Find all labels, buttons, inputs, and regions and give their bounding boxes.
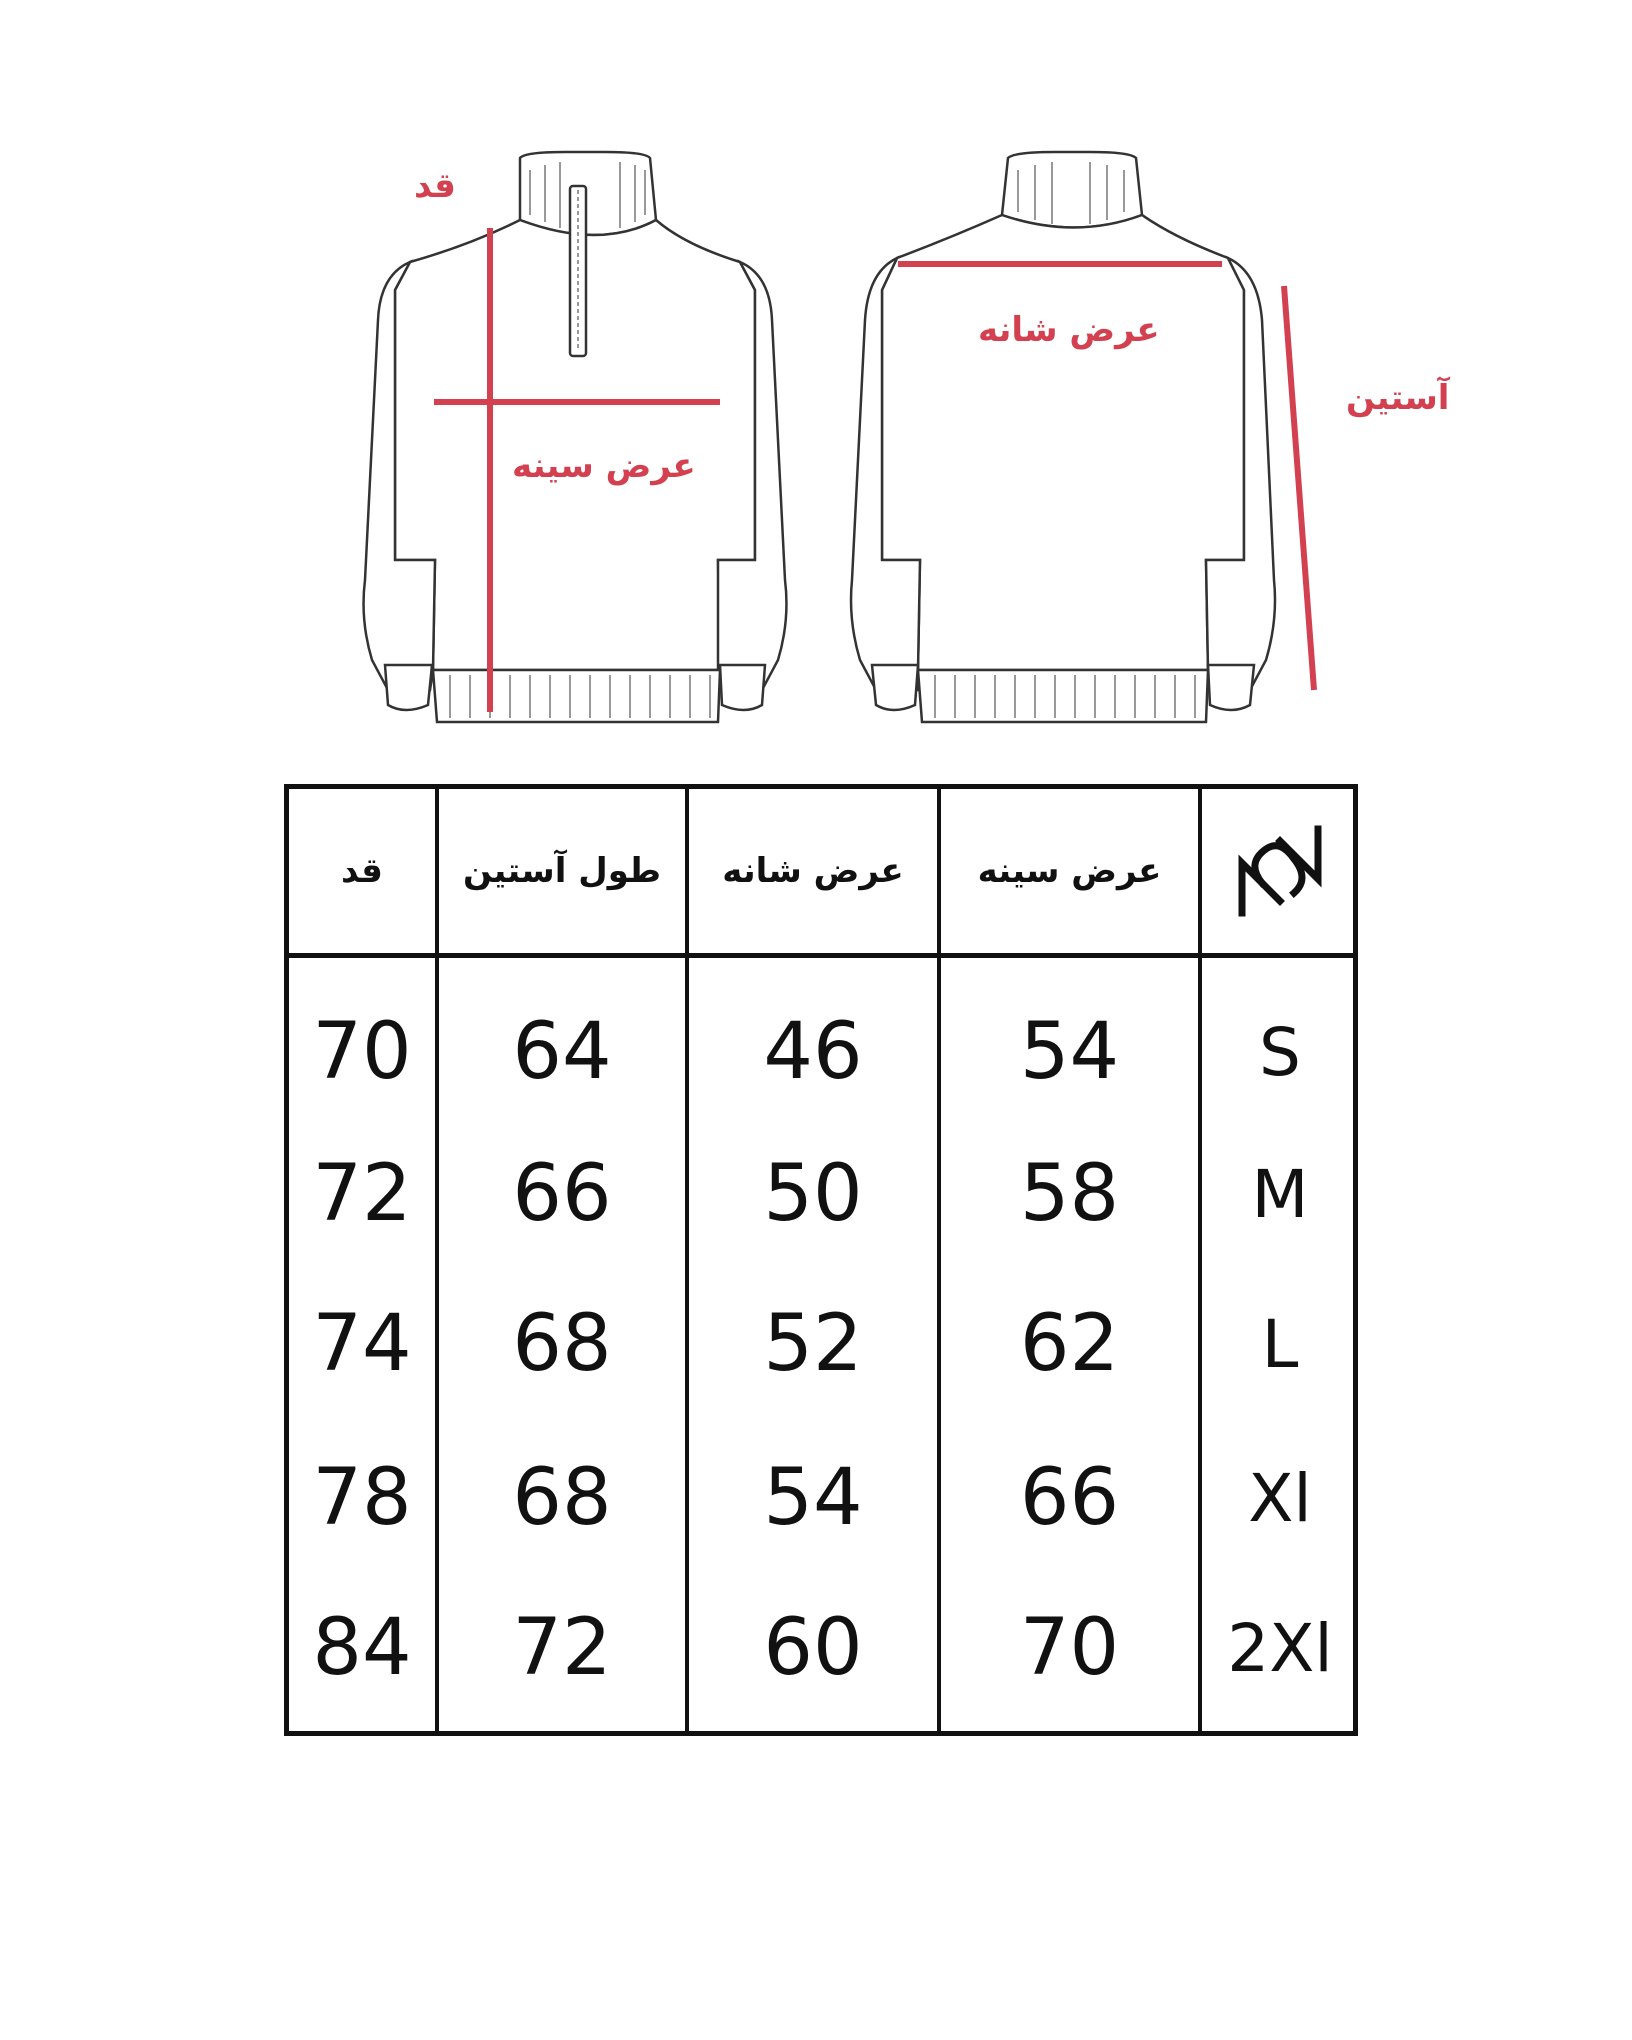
cell-chest-width: 70	[1019, 1603, 1120, 1693]
cell-size: L	[1261, 1305, 1299, 1383]
cell-sleeve-length: 66	[512, 1149, 612, 1239]
cell-shoulder-width: 54	[763, 1453, 863, 1543]
header-chest-width: عرض سینه	[977, 851, 1162, 891]
cell-size: M	[1251, 1155, 1309, 1233]
brand-logo-icon	[1202, 789, 1358, 953]
size-chart-table	[284, 784, 1358, 1736]
cell-size: 2Xl	[1227, 1609, 1333, 1687]
cell-length: 78	[312, 1453, 412, 1543]
cell-sleeve-length: 68	[512, 1299, 612, 1389]
cell-chest-width: 58	[1019, 1149, 1120, 1239]
front-length-label: قد	[414, 166, 456, 206]
cell-shoulder-width: 52	[763, 1299, 863, 1389]
cell-sleeve-length: 68	[512, 1453, 612, 1543]
cell-sleeve-length: 64	[512, 1007, 612, 1097]
front-sweatshirt-drawing	[364, 152, 787, 722]
back-sleeve-label: آستین	[1346, 378, 1450, 418]
cell-length: 70	[312, 1007, 412, 1097]
header-length: قد	[341, 851, 383, 891]
cell-chest-width: 62	[1019, 1299, 1120, 1389]
cell-sleeve-length: 72	[512, 1603, 612, 1693]
cell-chest-width: 66	[1019, 1453, 1120, 1543]
cell-shoulder-width: 50	[763, 1149, 863, 1239]
cell-length: 84	[312, 1603, 412, 1693]
cell-shoulder-width: 46	[763, 1007, 863, 1097]
front-chest-label: عرض سینه	[512, 446, 696, 486]
cell-length: 74	[312, 1299, 412, 1389]
header-sleeve-length: طول آستین	[462, 851, 662, 891]
cell-size: Xl	[1248, 1459, 1312, 1537]
cell-length: 72	[312, 1149, 412, 1239]
back-sweatshirt-drawing	[851, 152, 1314, 722]
header-shoulder-width: عرض شانه	[722, 851, 904, 891]
cell-chest-width: 54	[1019, 1007, 1120, 1097]
cell-shoulder-width: 60	[763, 1603, 863, 1693]
back-shoulder-label: عرض شانه	[978, 310, 1160, 350]
cell-size: S	[1259, 1013, 1301, 1091]
